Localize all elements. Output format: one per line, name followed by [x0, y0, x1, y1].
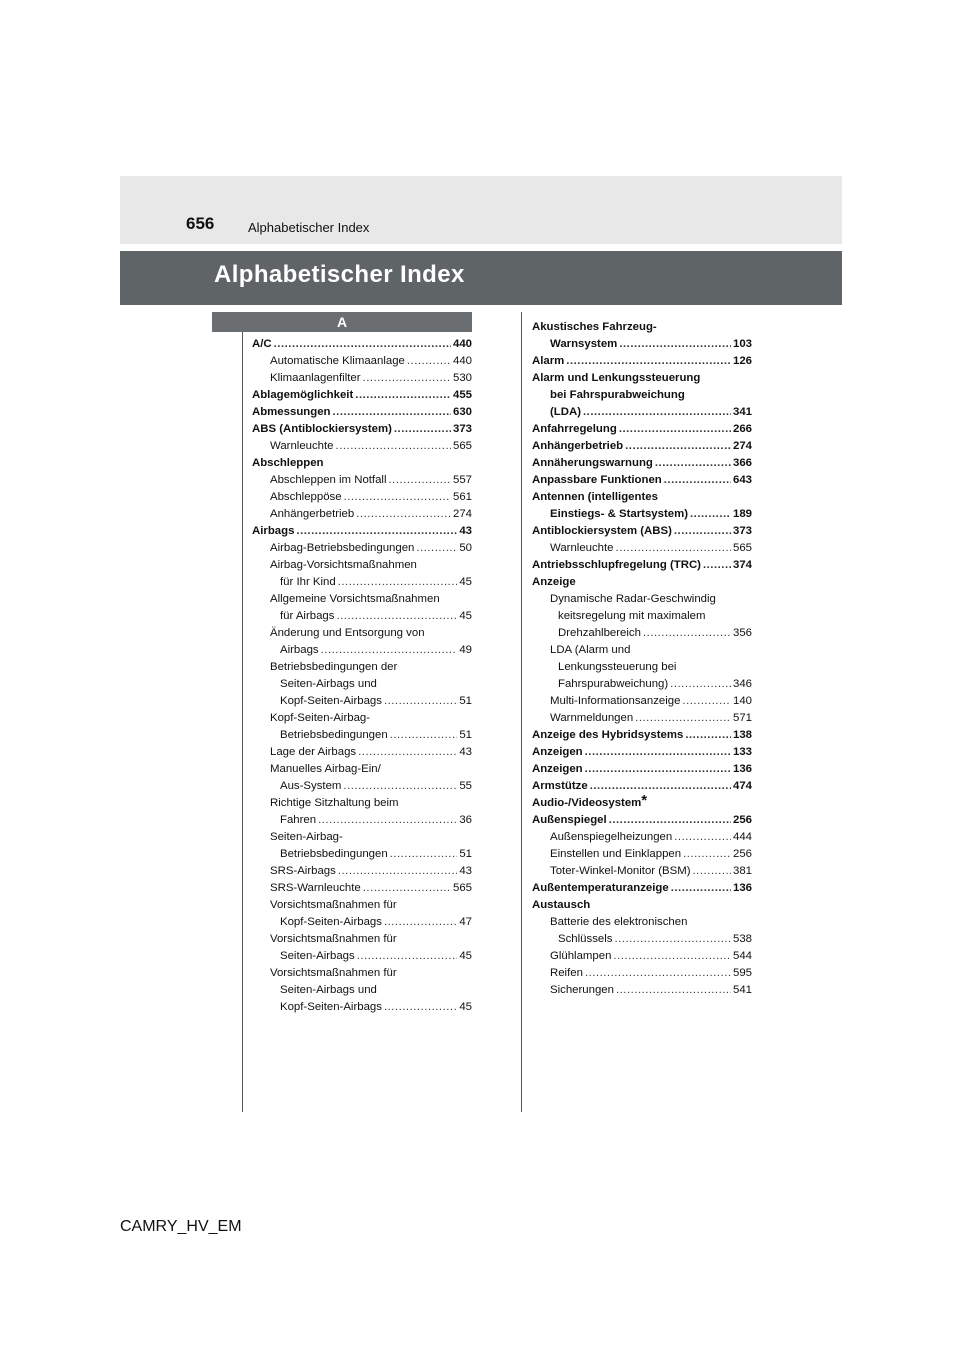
index-entry: [532, 625, 752, 642]
index-entry: [532, 353, 752, 370]
index-entry: [252, 523, 472, 540]
index-entry-text: A/C: [252, 338, 272, 350]
index-entry-page: 374: [732, 559, 752, 571]
index-entry: [252, 608, 472, 625]
index-entry: [252, 591, 472, 608]
index-entry: [252, 761, 472, 778]
index-entry-page: 544: [732, 950, 752, 962]
index-entry-page: 557: [452, 474, 472, 486]
index-entry-page: 373: [732, 525, 752, 537]
dot-leader: [363, 370, 451, 387]
index-entry: [252, 744, 472, 761]
dot-leader: [318, 812, 457, 829]
index-entry: [252, 676, 472, 693]
index-entry-page: 45: [459, 1001, 472, 1013]
dot-leader: [609, 812, 731, 829]
dot-leader: [614, 931, 731, 948]
index-entry-text: Kopf-Seiten-Airbags: [280, 695, 382, 707]
index-entry-page: 341: [732, 406, 752, 418]
index-entry: [252, 931, 472, 948]
dot-leader: [619, 336, 731, 353]
index-entry-text: Seiten-Airbags: [280, 950, 355, 962]
dot-leader: [338, 574, 458, 591]
index-entry: [532, 982, 752, 999]
dot-leader: [585, 965, 731, 982]
index-entry: [532, 523, 752, 540]
dot-leader: [274, 336, 451, 353]
index-entry-text: Seiten-Airbag-: [270, 831, 343, 843]
index-entry-page: 47: [459, 916, 472, 928]
index-entry: [252, 336, 472, 353]
index-entry-page: 136: [732, 763, 752, 775]
index-entry: [252, 795, 472, 812]
index-entry-page: 45: [459, 950, 472, 962]
index-entry-page: 50: [459, 542, 472, 554]
index-entry-page: 51: [459, 729, 472, 741]
index-entry: [252, 863, 472, 880]
dot-leader: [674, 523, 731, 540]
index-entry-text: Betriebsbedingungen: [280, 729, 388, 741]
index-entry-page: 43: [459, 525, 472, 537]
index-entry-page: 455: [452, 389, 472, 401]
dot-leader: [356, 506, 451, 523]
index-entry: [532, 948, 752, 965]
dot-leader: [635, 710, 731, 727]
index-entry-text: Antiblockiersystem (ABS): [532, 525, 672, 537]
index-entry-text: Armstütze: [532, 780, 588, 792]
index-entry-text: Anzeige: [532, 576, 576, 588]
index-entry: [252, 982, 472, 999]
dot-leader: [390, 727, 458, 744]
index-entry-text: Dynamische Radar-Geschwindig: [550, 593, 716, 605]
index-entry-text: Sicherungen: [550, 984, 614, 996]
index-entry: [252, 540, 472, 557]
index-entry-page: 49: [459, 644, 472, 656]
index-entry-text: Toter-Winkel-Monitor (BSM): [550, 865, 691, 877]
index-entry-text: Anzeige des Hybridsystems: [532, 729, 684, 741]
index-entry-page: 45: [459, 610, 472, 622]
index-entry: [532, 472, 752, 489]
dot-leader: [332, 404, 451, 421]
dot-leader: [394, 421, 451, 438]
index-entry-text: Multi-Informationsanzeige: [550, 695, 681, 707]
index-entry-text: Aus-System: [280, 780, 342, 792]
index-entry-text: bei Fahrspurabweichung: [550, 389, 685, 401]
index-entry-page: 55: [459, 780, 472, 792]
index-entry-text: Airbags: [252, 525, 295, 537]
index-entry-text: Anhängerbetrieb: [270, 508, 355, 520]
index-entry-text: Vorsichtsmaßnahmen für: [270, 967, 397, 979]
dot-leader: [616, 540, 731, 557]
index-entry: [532, 370, 752, 387]
dot-leader: [336, 438, 451, 455]
index-entry: [532, 489, 752, 506]
dot-leader: [670, 676, 731, 693]
index-entry-text: Seiten-Airbags und: [280, 984, 377, 996]
index-entry-page: 440: [452, 355, 472, 367]
index-entry-text: Drehzahlbereich: [558, 627, 641, 639]
index-entry: [252, 897, 472, 914]
index-entry-text: Anhängerbetrieb: [532, 440, 624, 452]
index-entry: [532, 676, 752, 693]
index-entry-text: Audio-/Videosystem: [532, 797, 642, 809]
dot-leader: [336, 608, 457, 625]
index-entry-text: Anpassbare Funktionen: [532, 474, 662, 486]
index-entry-text: Betriebsbedingungen der: [270, 661, 398, 673]
index-entry-text: Abschleppen im Notfall: [270, 474, 387, 486]
index-entry: [252, 506, 472, 523]
index-entry: [532, 387, 752, 404]
index-entry-text: Abschleppöse: [270, 491, 342, 503]
dot-leader: [389, 472, 451, 489]
index-entry-text: keitsregelung mit maximalem: [558, 610, 706, 622]
index-entry-page: 274: [452, 508, 472, 520]
index-entry-text: Warnleuchte: [550, 542, 614, 554]
index-entry: [532, 744, 752, 761]
left-column-divider: [242, 312, 243, 1112]
index-entry: [532, 761, 752, 778]
index-entry-text: Airbag-Vorsichtsmaßnahmen: [270, 559, 417, 571]
index-entry: [252, 455, 472, 472]
dot-leader: [390, 846, 458, 863]
index-entry: [532, 642, 752, 659]
index-entry: [532, 829, 752, 846]
dot-leader: [693, 863, 731, 880]
index-entry-text: Ablagemöglichkeit: [252, 389, 354, 401]
title-banner: [120, 251, 842, 305]
index-entry-text: Einstiegs- & Startsystem): [550, 508, 688, 520]
index-entry-page: 43: [459, 746, 472, 758]
index-entry-text: Akustisches Fahrzeug-: [532, 321, 657, 333]
dot-leader: [358, 744, 457, 761]
index-entry-page: 133: [732, 746, 752, 758]
dot-leader: [683, 846, 731, 863]
index-column-left: [252, 336, 472, 1016]
index-entry-text: Lenkungssteuerung bei: [558, 661, 677, 673]
dot-leader: [344, 489, 451, 506]
index-entry: [252, 659, 472, 676]
index-entry-text: Automatische Klimaanlage: [270, 355, 405, 367]
index-entry: [252, 353, 472, 370]
header-bar: [120, 176, 842, 244]
index-entry: [532, 506, 752, 523]
index-entry-page: 36: [459, 814, 472, 826]
index-entry: [532, 319, 752, 336]
index-entry-text: LDA (Alarm und: [550, 644, 631, 656]
model-code: CAMRY_HV_EM: [120, 1218, 242, 1235]
index-entry: [532, 897, 752, 914]
index-entry-text: Allgemeine Vorsichtsmaßnahmen: [270, 593, 440, 605]
index-entry: [252, 948, 472, 965]
index-entry-text: Kopf-Seiten-Airbags: [280, 1001, 382, 1013]
index-entry-text: Fahren: [280, 814, 317, 826]
index-entry-text: Austausch: [532, 899, 591, 911]
dot-leader: [407, 353, 451, 370]
dot-leader: [363, 880, 451, 897]
index-entry-page: 256: [732, 848, 752, 860]
index-entry-text: für Airbags: [280, 610, 335, 622]
index-entry-page: 346: [732, 678, 752, 690]
dot-leader: [566, 353, 731, 370]
dot-leader: [703, 557, 731, 574]
index-entry-page: 366: [732, 457, 752, 469]
page-title: Alphabetischer Index: [214, 261, 465, 288]
index-entry: [532, 557, 752, 574]
index-entry: [252, 421, 472, 438]
index-entry: [532, 710, 752, 727]
index-entry-text: Warnmeldungen: [550, 712, 634, 724]
dot-leader: [625, 438, 731, 455]
dot-leader: [296, 523, 457, 540]
index-entry-page: 630: [452, 406, 472, 418]
index-entry-text: Antennen (intelligentes: [532, 491, 658, 503]
index-entry: [532, 608, 752, 625]
index-entry-text: Klimaanlagenfilter: [270, 372, 361, 384]
index-entry-text: Annäherungswarnung: [532, 457, 653, 469]
index-entry-page: 256: [732, 814, 752, 826]
dot-leader: [384, 693, 457, 710]
index-entry: [252, 778, 472, 795]
index-entry: [532, 336, 752, 353]
index-entry: [252, 999, 472, 1016]
index-entry: [532, 846, 752, 863]
index-letter-tab: A: [212, 312, 472, 332]
index-entry: [252, 387, 472, 404]
index-entry: [532, 914, 752, 931]
index-entry: [252, 812, 472, 829]
index-entry: [252, 829, 472, 846]
index-entry-text: Kopf-Seiten-Airbags: [280, 916, 382, 928]
index-entry-page: 643: [732, 474, 752, 486]
index-entry-text: Lage der Airbags: [270, 746, 357, 758]
index-entry-page: 541: [732, 984, 752, 996]
dot-leader: [585, 744, 731, 761]
index-entry: [532, 455, 752, 472]
index-entry: [252, 574, 472, 591]
index-entry: [252, 727, 472, 744]
index-entry-page: 565: [732, 542, 752, 554]
dot-leader: [355, 387, 451, 404]
footnote-asterisk: *: [641, 792, 648, 809]
dot-leader: [643, 625, 731, 642]
index-entry-text: Manuelles Airbag-Ein/: [270, 763, 381, 775]
index-entry: [532, 965, 752, 982]
index-entry-page: 538: [732, 933, 752, 945]
index-entry: [252, 625, 472, 642]
index-entry: [252, 404, 472, 421]
index-entry: [252, 693, 472, 710]
dot-leader: [590, 778, 731, 795]
index-entry: [532, 404, 752, 421]
dot-leader: [619, 421, 731, 438]
index-entry: [532, 438, 752, 455]
index-column-right: [532, 319, 752, 999]
index-entry-text: SRS-Airbags: [270, 865, 336, 877]
index-entry-text: Airbags: [280, 644, 319, 656]
index-entry-text: Warnsystem: [550, 338, 618, 350]
index-entry-text: Warnleuchte: [270, 440, 334, 452]
index-entry-page: 373: [452, 423, 472, 435]
index-entry-page: 274: [732, 440, 752, 452]
index-entry-text: Vorsichtsmaßnahmen für: [270, 933, 397, 945]
index-entry-text: Seiten-Airbags und: [280, 678, 377, 690]
index-entry-text: Batterie des elektronischen: [550, 916, 688, 928]
index-entry: [532, 591, 752, 608]
index-entry-text: Alarm: [532, 355, 565, 367]
index-entry: [252, 846, 472, 863]
index-entry-page: 138: [732, 729, 752, 741]
index-entry-page: 126: [732, 355, 752, 367]
index-entry-page: 561: [452, 491, 472, 503]
index-entry: [532, 574, 752, 591]
index-entry-page: 381: [732, 865, 752, 877]
dot-leader: [416, 540, 457, 557]
index-entry-text: Änderung und Entsorgung von: [270, 627, 425, 639]
index-entry-text: Anzeigen: [532, 763, 583, 775]
dot-leader: [343, 778, 457, 795]
index-entry-text: Einstellen und Einklappen: [550, 848, 682, 860]
index-entry-text: Airbag-Betriebsbedingungen: [270, 542, 415, 554]
index-entry-text: Abmessungen: [252, 406, 331, 418]
index-entry-text: Vorsichtsmaßnahmen für: [270, 899, 397, 911]
dot-leader: [616, 982, 731, 999]
index-entry-text: Alarm und Lenkungssteuerung: [532, 372, 701, 384]
running-title: Alphabetischer Index: [248, 220, 370, 235]
index-entry-text: Reifen: [550, 967, 583, 979]
index-entry: [532, 931, 752, 948]
dot-leader: [384, 999, 457, 1016]
index-entry-text: Außenspiegel: [532, 814, 607, 826]
index-entry: [532, 863, 752, 880]
index-entry-page: 140: [732, 695, 752, 707]
right-column-divider: [521, 312, 522, 1112]
dot-leader: [655, 455, 731, 472]
index-entry-page: 440: [452, 338, 472, 350]
index-entry-text: SRS-Warnleuchte: [270, 882, 361, 894]
index-entry-page: 189: [732, 508, 752, 520]
index-entry-text: Fahrspurabweichung): [558, 678, 669, 690]
index-entry-page: 51: [459, 695, 472, 707]
index-entry: [252, 557, 472, 574]
index-entry: [252, 642, 472, 659]
index-entry-page: 266: [732, 423, 752, 435]
index-entry-text: Betriebsbedingungen: [280, 848, 388, 860]
dot-leader: [674, 829, 731, 846]
index-entry: [252, 914, 472, 931]
index-entry-page: 45: [459, 576, 472, 588]
index-entry-text: Schlüssels: [558, 933, 613, 945]
index-entry-page: 530: [452, 372, 472, 384]
index-entry-text: Abschleppen: [252, 457, 324, 469]
index-entry-page: 43: [459, 865, 472, 877]
page-number: 656: [186, 214, 215, 233]
index-entry-text: Richtige Sitzhaltung beim: [270, 797, 399, 809]
index-entry: [532, 792, 752, 812]
index-entry-page: 51: [459, 848, 472, 860]
index-entry-text: für Ihr Kind: [280, 576, 336, 588]
dot-leader: [585, 761, 731, 778]
index-entry: [532, 693, 752, 710]
index-entry-text: Außenspiegelheizungen: [550, 831, 673, 843]
index-entry-text: Außentemperaturanzeige: [532, 882, 669, 894]
index-entry-text: Antriebsschlupfregelung (TRC): [532, 559, 701, 571]
dot-leader: [357, 948, 458, 965]
index-entry-text: ABS (Antiblockiersystem): [252, 423, 392, 435]
index-entry-text: Kopf-Seiten-Airbag-: [270, 712, 371, 724]
index-entry: [532, 727, 752, 744]
index-entry-page: 565: [452, 882, 472, 894]
index-entry: [252, 965, 472, 982]
index-entry: [252, 880, 472, 897]
index-entry: [532, 812, 752, 829]
dot-leader: [682, 693, 731, 710]
index-entry-page: 474: [732, 780, 752, 792]
dot-leader: [384, 914, 457, 931]
index-entry: [532, 659, 752, 676]
index-entry: [252, 489, 472, 506]
dot-leader: [664, 472, 731, 489]
index-entry-text: Anfahrregelung: [532, 423, 617, 435]
dot-leader: [338, 863, 457, 880]
index-entry-page: 595: [732, 967, 752, 979]
index-entry-page: 356: [732, 627, 752, 639]
dot-leader: [613, 948, 731, 965]
dot-leader: [690, 506, 731, 523]
index-entry: [532, 421, 752, 438]
index-entry: [532, 540, 752, 557]
index-entry: [252, 472, 472, 489]
index-entry-page: 136: [732, 882, 752, 894]
index-entry-text: Glühlampen: [550, 950, 612, 962]
index-entry-page: 103: [732, 338, 752, 350]
dot-leader: [583, 404, 731, 421]
index-entry-text: (LDA): [550, 406, 581, 418]
dot-leader: [321, 642, 458, 659]
index-entry: [252, 710, 472, 727]
index-entry-page: 444: [732, 831, 752, 843]
index-entry: [252, 438, 472, 455]
dot-leader: [685, 727, 731, 744]
index-entry-page: 571: [732, 712, 752, 724]
index-entry-page: 565: [452, 440, 472, 452]
index-entry: [532, 880, 752, 897]
dot-leader: [671, 880, 731, 897]
index-entry-text: Anzeigen: [532, 746, 583, 758]
index-entry: [252, 370, 472, 387]
